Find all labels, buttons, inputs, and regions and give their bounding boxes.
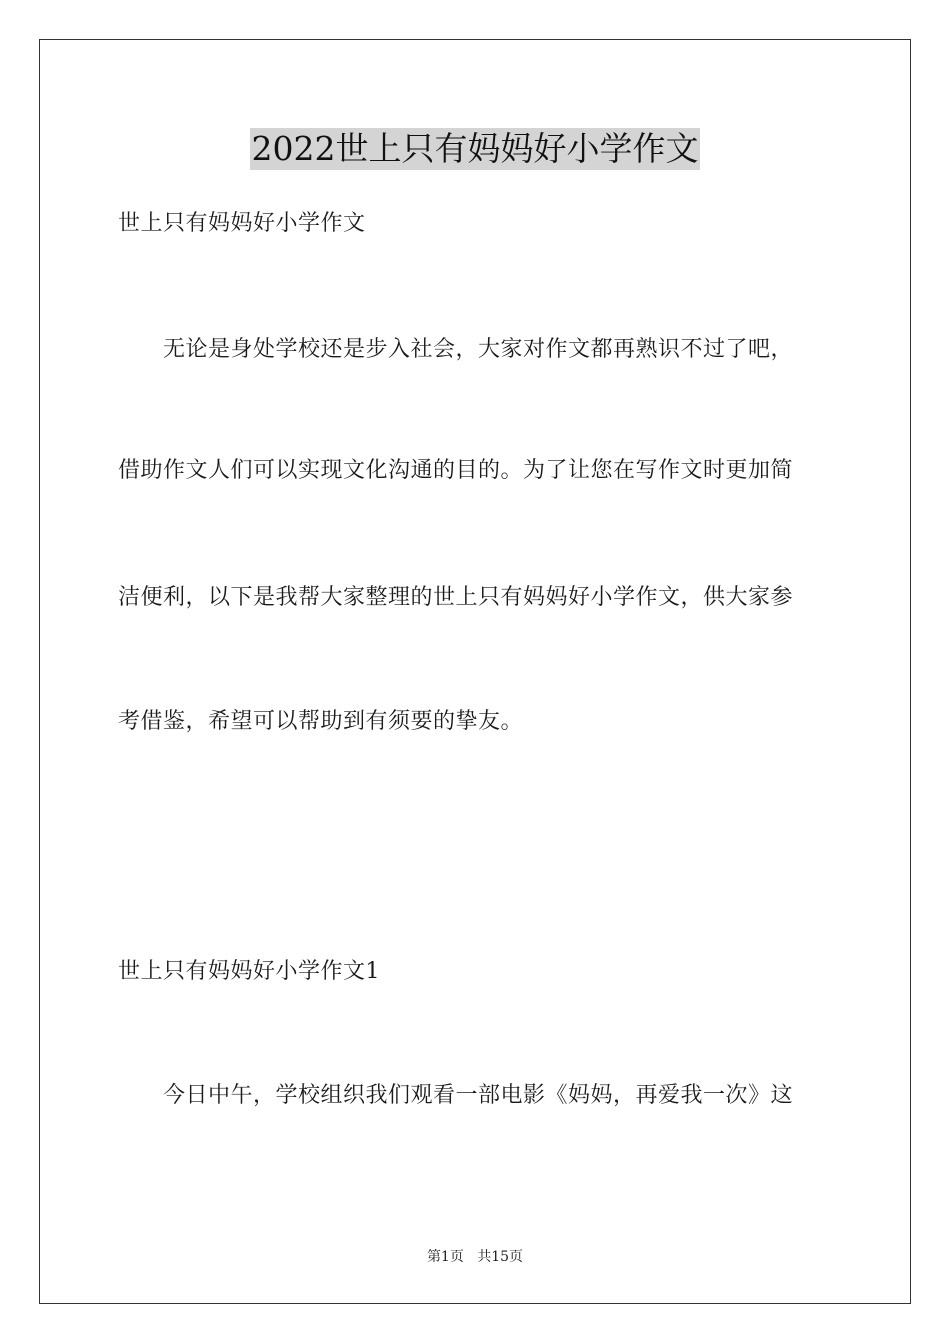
section-heading: 世上只有妈妈好小学作文1 [118, 959, 380, 984]
page-number-current: 第1页 [426, 1249, 464, 1265]
paragraph-line: 今日中午，学校组织我们观看一部电影《妈妈，再爱我一次》这 [163, 1083, 794, 1108]
paragraph-line: 借助作文人们可以实现文化沟通的目的。为了让您在写作文时更加简 [118, 458, 794, 483]
page-number-total: 共15页 [477, 1249, 524, 1265]
paragraph-line: 洁便利，以下是我帮大家整理的世上只有妈妈好小学作文，供大家参 [118, 585, 794, 610]
document-title: 2022世上只有妈妈好小学作文 [251, 129, 699, 168]
title-container [0, 128, 950, 170]
paragraph-line: 无论是身处学校还是步入社会，大家对作文都再熟识不过了吧， [163, 337, 794, 362]
document-subtitle: 世上只有妈妈好小学作文 [118, 211, 366, 236]
paragraph-line: 考借鉴，希望可以帮助到有须要的挚友。 [118, 709, 524, 734]
page-footer [0, 1247, 950, 1267]
